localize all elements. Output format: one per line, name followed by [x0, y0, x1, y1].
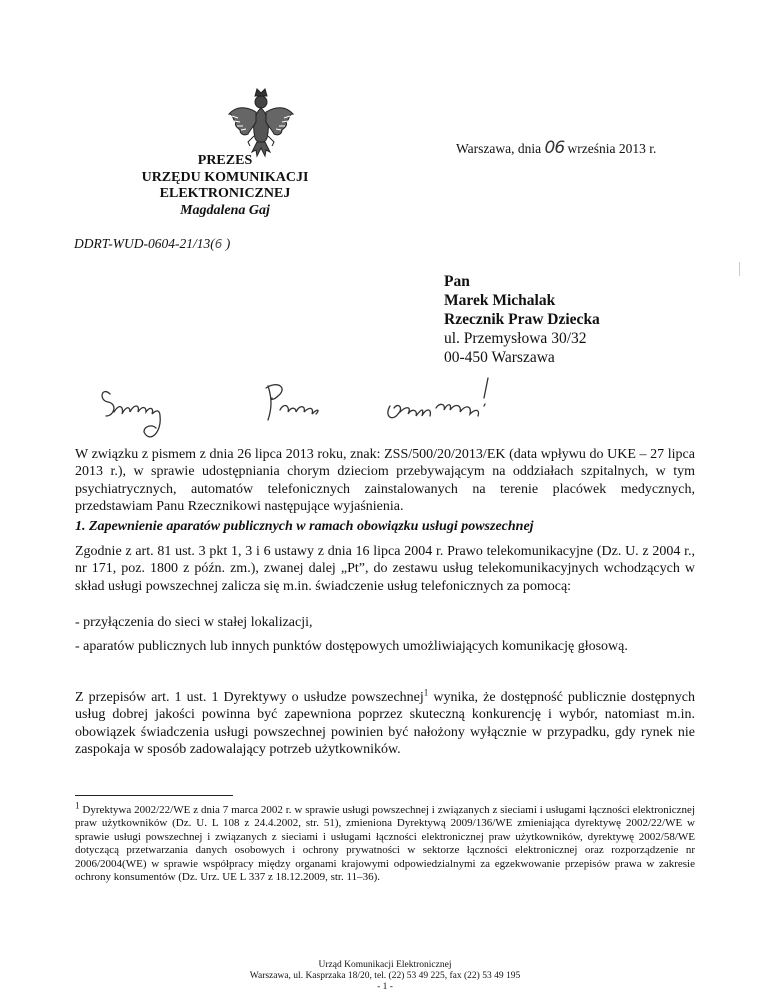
ref-handwritten: 6: [214, 237, 223, 251]
recipient-address: [444, 272, 600, 367]
paragraph-directive: [75, 689, 695, 759]
footnote-text: Dyrektywa 2002/22/WE z dnia 7 marca 2002 r. w sprawie usługi powszechnej i związanych z sieciami i usługami łączności elektronicznej praw użytkowników (Dz. U. L 108 z 24.4.2002, str. 51), zmieniona Dyrektywą 2009/136/WE zmieniająca dyrektywę 2002/22/WE w sprawie usługi powszechnej i związanych z sieciami i usługami łączności elektronicznej praw użytkowników, dyrektywę 2002/58/WE dotyczącą przetwarzania danych osobowych i ochrony prywatności w sektorze łączności elektronicznej oraz rozporządzenie nr 2006/2004(WE) w sprawie współpracy między organami krajowymi odpowiedzialnymi za egzekwowanie przepisów prawa w zakresie ochrony konsumentów (Dz. Urz. UE L 337 z 18.12.2009, str. 11–36).: [75, 804, 695, 884]
sender-name: Magdalena Gaj: [180, 203, 270, 218]
footer-address: Warszawa, ul. Kasprzaka 18/20, tel. (22) 53 49 225, fax (22) 53 49 195: [249, 971, 521, 981]
list-item-1: - przyłączenia do sieci w stałej lokalizacji,: [75, 615, 313, 630]
footnote: [75, 800, 695, 884]
recipient-city: 00-450 Warszawa: [444, 349, 555, 366]
edge-mark: [739, 262, 740, 276]
sender-title: PREZES: [197, 153, 253, 168]
footnote-divider: [75, 795, 233, 796]
section-heading-1: 1. Zapewnienie aparatów publicznych w ramach obowiązku usługi powszechnej: [75, 519, 534, 534]
reference-number: [74, 236, 230, 252]
directive-text-b: wynika, że dostępność publicznie dostępnych usług dobrej jakości powinna być zapewniona poprzez skuteczną konkurencję i wybór, natomiast m.in. obowiązek świadczenia usługi powszechnej powinien być nałożony wyłącznie w przypadku, gdy rynek nie zaspokaja w sposób zadowalający potrzeb użytkowników.: [75, 690, 696, 758]
ref-suffix: ): [222, 236, 231, 251]
paragraph-law: Zgodnie z art. 81 ust. 3 pkt 1, 3 i 6 ustawy z dnia 16 lipca 2004 r. Prawo telekomunikacyjne (Dz. U. z 2004 r., nr 171, poz. 1800 z późn. zm.), zwanej dalej „Pt”, do zestawu usług telekomunikacyjnych wchodzących w skład usługi powszechnej zalicza się m.in. świadczenie usług telefonicznych za pomocą:: [75, 544, 695, 594]
recipient-position: Rzecznik Praw Dziecka: [444, 311, 600, 328]
recipient-street: ul. Przemysłowa 30/32: [444, 330, 587, 347]
date-prefix: Warszawa, dnia: [456, 141, 542, 156]
list-item-2: - aparatów publicznych lub innych punktów dostępowych umożliwiających komunikację głosową.: [75, 639, 628, 654]
recipient-name: Marek Michalak: [444, 292, 556, 309]
page-number: - 1 -: [377, 982, 393, 992]
footnote-number: 1: [75, 800, 80, 811]
paragraph-intro: W związku z pismem z dnia 26 lipca 2013 roku, znak: ZSS/500/20/2013/EK (data wpływu do UKE – 27 lipca 2013 r.), w sprawie udostępniania chorym dzieciom przebywającym na oddziałach szpitalnych, w tym psychiatrycznych, automatów telefonicznych zainstalowanych na terenie placówek medycznych, przedstawiam Panu Rzecznikowi następujące wyjaśnienia.: [75, 447, 695, 515]
letter-date: [456, 138, 656, 158]
recipient-salutation: Pan: [444, 273, 470, 290]
ref-prefix: DDRT-WUD-0604-21/13(: [74, 236, 215, 251]
directive-text-a: Z przepisów art. 1 ust. 1 Dyrektywy o usłudze powszechnej: [75, 690, 424, 705]
date-suffix: września 2013 r.: [567, 141, 657, 156]
sender-office: URZĘDU KOMUNIKACJI ELEKTRONICZNEJ: [141, 170, 309, 201]
footer-org: Urząd Komunikacji Elektronicznej: [318, 960, 452, 970]
footnote-ref: 1: [423, 687, 429, 698]
date-day-handwritten: 06: [544, 138, 565, 158]
polish-eagle-icon: [226, 84, 296, 164]
